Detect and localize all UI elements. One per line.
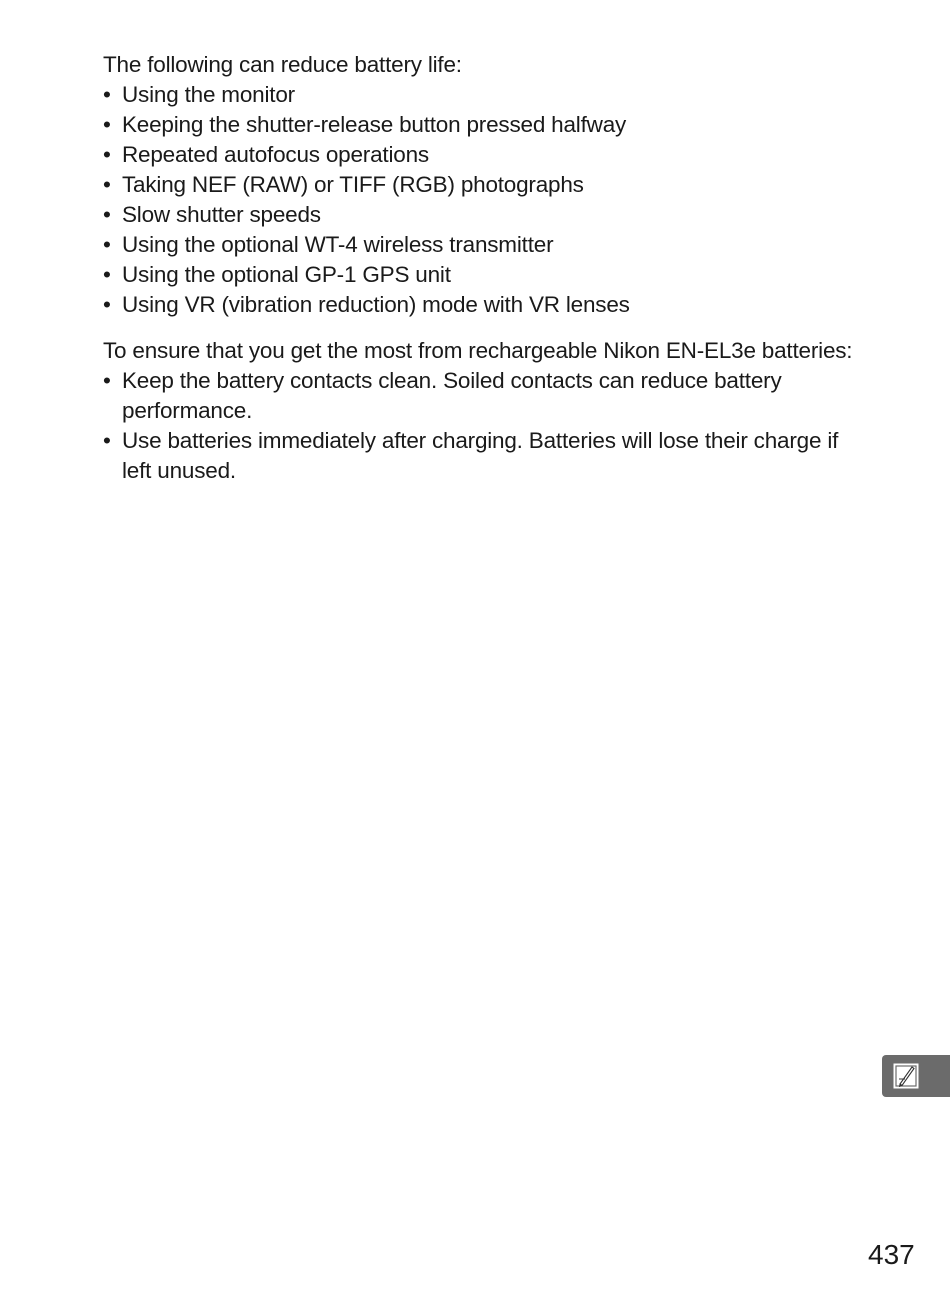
- list-item: [103, 426, 873, 486]
- bullet-icon: •: [103, 292, 111, 317]
- battery-life-intro: The following can reduce battery life:: [103, 52, 462, 77]
- battery-care-intro: To ensure that you get the most from rechargeable Nikon EN-EL3e batteries:: [103, 338, 853, 363]
- bullet-icon: •: [103, 112, 111, 137]
- list-item: [103, 366, 873, 426]
- list-item-text: Using the optional GP-1 GPS unit: [122, 262, 451, 287]
- list-item: [103, 80, 873, 110]
- list-item: [103, 140, 873, 170]
- bullet-icon: •: [103, 172, 111, 197]
- bullet-icon: •: [103, 232, 111, 257]
- battery-care-list: [103, 366, 873, 486]
- list-item-text: Taking NEF (RAW) or TIFF (RGB) photographs: [122, 172, 584, 197]
- page-number: 437: [868, 1239, 915, 1270]
- section-tab: [882, 1055, 950, 1097]
- bullet-icon: •: [103, 368, 111, 393]
- page-content: [103, 50, 873, 486]
- battery-life-list: [103, 80, 873, 320]
- list-item-text: Using the monitor: [122, 82, 295, 107]
- bullet-icon: •: [103, 202, 111, 227]
- list-item-text: Use batteries immediately after charging. Batteries will lose their charge if left unused.: [122, 428, 839, 483]
- notes-pencil-icon: [891, 1061, 921, 1091]
- list-item-text: Using the optional WT-4 wireless transmitter: [122, 232, 554, 257]
- list-item-text: Keeping the shutter-release button pressed halfway: [122, 112, 627, 137]
- list-item: [103, 170, 873, 200]
- bullet-icon: •: [103, 82, 111, 107]
- list-item-text: Slow shutter speeds: [122, 202, 321, 227]
- list-item: [103, 260, 873, 290]
- list-item: [103, 200, 873, 230]
- section-spacer: [103, 320, 873, 336]
- list-item-text: Keep the battery contacts clean. Soiled contacts can reduce battery performance.: [122, 368, 782, 423]
- list-item-text: Using VR (vibration reduction) mode with VR lenses: [122, 292, 630, 317]
- list-item: [103, 230, 873, 260]
- bullet-icon: •: [103, 142, 111, 167]
- list-item: [103, 290, 873, 320]
- list-item-text: Repeated autofocus operations: [122, 142, 429, 167]
- bullet-icon: •: [103, 262, 111, 287]
- bullet-icon: •: [103, 428, 111, 453]
- list-item: [103, 110, 873, 140]
